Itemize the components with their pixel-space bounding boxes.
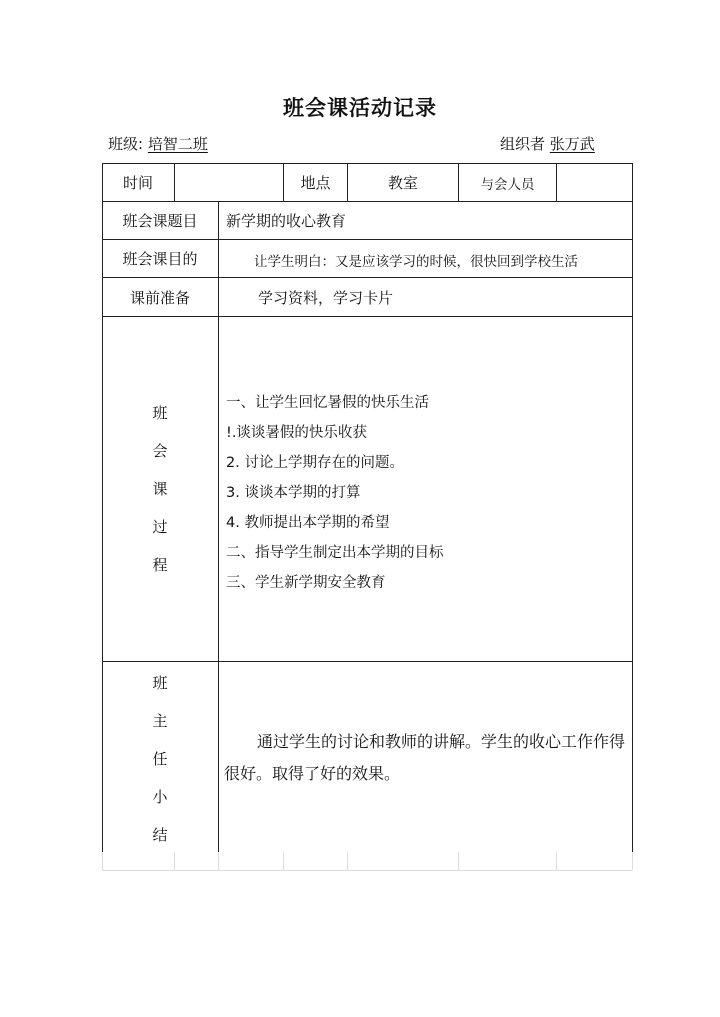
process-line: 一、让学生回忆暑假的快乐生活 (226, 395, 429, 411)
place-label: 地点 (300, 174, 331, 192)
process-label-char: 程 (152, 556, 168, 574)
table-column-divider (218, 201, 219, 852)
time-label: 时间 (122, 174, 153, 192)
table-row-divider (102, 661, 633, 662)
purpose-value: 让学生明白：又是应该学习的时候，很快回到学校生活 (254, 253, 578, 270)
continuation-divider (102, 852, 103, 870)
table-continuation-row (102, 852, 632, 870)
summary-text: 通过学生的讨论和教师的讲解。学生的收心工作作得很好。取得了好的效果。 (224, 732, 626, 783)
process-label (102, 402, 218, 592)
summary-label-char: 任 (152, 750, 168, 768)
class-label: 班级: (108, 135, 144, 153)
topic-label: 班会课题目 (122, 212, 198, 230)
summary-label-char: 主 (152, 712, 168, 730)
process-line: 4. 教师提出本学期的希望 (226, 515, 390, 531)
process-content (226, 391, 444, 601)
process-line: 2. 讨论上学期存在的问题。 (226, 455, 404, 471)
prep-label: 课前准备 (129, 288, 190, 307)
process-line: 三、学生新学期安全教育 (226, 575, 386, 591)
continuation-divider (283, 852, 284, 870)
summary-label (102, 672, 218, 862)
summary-label-char: 小 (152, 788, 168, 806)
table-border-right (632, 163, 633, 852)
time-value (175, 164, 283, 201)
continuation-border (102, 870, 632, 871)
prep-value: 学习资料，学习卡片 (258, 288, 394, 307)
document-title: 班会课活动记录 (283, 96, 437, 120)
purpose-label: 班会课目的 (122, 250, 198, 268)
topic-value: 新学期的收心教育 (226, 212, 347, 230)
summary-label-char: 班 (152, 674, 168, 692)
attendees-label: 与会人员 (480, 176, 535, 193)
process-label-char: 班 (152, 404, 168, 422)
class-value: 培智二班 (147, 135, 208, 153)
attendees-value (557, 164, 632, 201)
continuation-divider (632, 852, 633, 870)
continuation-divider (174, 852, 175, 870)
continuation-divider (458, 852, 459, 870)
organizer-value: 张万武 (549, 135, 595, 153)
process-line: 二、指导学生制定出本学期的目标 (226, 545, 444, 561)
place-value: 教室 (387, 174, 418, 192)
continuation-divider (218, 852, 219, 870)
continuation-divider (347, 852, 348, 870)
organizer-label: 组织者 (500, 135, 546, 153)
process-line: !.谈谈暑假的快乐收获 (226, 425, 367, 441)
process-line: 3. 谈谈本学期的打算 (226, 485, 361, 501)
process-label-char: 过 (152, 518, 168, 536)
summary-label-char: 结 (152, 826, 168, 844)
process-label-char: 课 (152, 480, 168, 498)
continuation-divider (556, 852, 557, 870)
table-row-divider (102, 316, 633, 317)
process-label-char: 会 (152, 442, 168, 460)
